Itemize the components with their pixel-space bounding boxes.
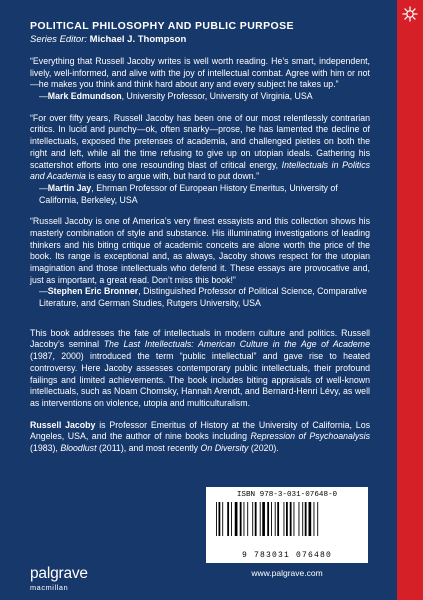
blurb-jay [30, 113, 370, 207]
spine-logo-icon [397, 0, 423, 28]
blurb-attribution [30, 183, 370, 206]
blurb-author: Stephen Eric Bronner [47, 286, 139, 297]
publisher-url: www.palgrave.com [251, 568, 323, 578]
blurb-attribution [30, 91, 370, 103]
bio-text: (2020). [248, 442, 279, 453]
barcode-box [206, 487, 368, 563]
bio-text: (1983), [30, 442, 61, 453]
description-text: (1987, 2000) introduced the term “public intellectual” and gave rise to heated controversy. Here Jacoby assesses contemporary public intellectuals, their profound failings and limited achievements. The book includes biting appraisals of well-known intellectuals, such as Noam Chomsky, Hannah Arendt, and Bernard-Henri Lévy, as well as interventions on violence, utopia and multiculturalism. [30, 351, 370, 408]
red-accent-bar [397, 0, 423, 600]
author-bio [30, 420, 370, 455]
blurb-affiliation: , University Professor, University of Virginia, USA [121, 91, 313, 102]
description-book-title: The Last Intellectuals: American Culture in the Age of Academe [103, 339, 370, 350]
isbn-label: ISBN 978-3-031-07648-0 [236, 491, 338, 499]
blurb-quote: “Russell Jacoby is one of America’s very finest essayists and this collection shows his masterly combination of style and substance. His illuminating investigations of leading thinkers and his biting critique of academic conceits are alone worth the price of the book. Its range is exceptional and, as always, Jacoby shows respect for the utopian imagination and those intellectuals who defend it. These essays are provocative and, just as important, a great read. Don’t miss this book!” [30, 216, 370, 285]
book-description [30, 328, 370, 410]
blurb-attribution [30, 286, 370, 309]
publisher-name: palgrave [30, 565, 88, 582]
publisher-imprint: macmillan [30, 582, 69, 592]
blurb-bronner [30, 216, 370, 310]
attribution-dash: — [39, 91, 48, 102]
blurb-author: Mark Edmundson [47, 91, 122, 102]
blurb-author: Martin Jay [47, 182, 92, 193]
bio-book-title: Repression of Psychoanalysis [250, 431, 370, 442]
bio-author-name: Russell Jacoby [30, 419, 96, 430]
blurb-quote-part: is easy to argue with, but hard to put down.” [85, 171, 260, 182]
blurb-book-title: Intellectuals in Politics and Academia [30, 159, 370, 182]
back-cover-text [30, 56, 370, 455]
blurb-quote-part: “For over fifty years, Russell Jacoby has been one of our most relentlessly contrarian critics. In lucid and punchy—ok, often snarky—prose, he has lamented the decline of intellectuals, exposed the pretenses of academia, and challenged pieties on both the right and left, while all the time refusing to give up on utopian ideals. Gathering his scattershot efforts into one resounding blast of critical energy, [30, 112, 370, 170]
attribution-dash: — [39, 286, 48, 297]
bio-book-title: On Diversity [200, 442, 249, 453]
series-editor-label: Series Editor: [30, 34, 88, 45]
barcode-graphic [214, 502, 360, 546]
series-editor-name: Michael J. Thompson [89, 34, 187, 45]
blurb-affiliation: , Distinguished Professor of Political Science, Comparative Literature, and German Studies, Rutgers University, USA [39, 286, 368, 309]
description-text: This book addresses the fate of intellectuals in modern culture and politics. Russell Jacoby’s seminal [30, 327, 370, 350]
bio-text: is Professor Emeritus of History at the University of California, Los Angeles, USA, and the author of nine books including [30, 419, 370, 442]
attribution-dash: — [39, 182, 48, 193]
barcode-digits: 9 783031 076480 [241, 551, 332, 560]
bio-text: (2011), and most recently [96, 442, 201, 453]
blurb-quote: “Everything that Russell Jacoby writes is well worth reading. He’s smart, independent, lively, well-informed, and alive with the joy of intellectual combat. Agree with him or not—he makes you think and think hard about any and every subject he takes up.” [30, 56, 370, 90]
series-title: POLITICAL PHILOSOPHY AND PUBLIC PURPOSE [30, 20, 294, 32]
bio-book-title: Bloodlust [60, 442, 97, 453]
blurb-edmundson [30, 56, 370, 103]
publisher-logo [30, 566, 88, 592]
series-editor [30, 34, 186, 45]
blurb-affiliation: , Ehrman Professor of European History Emeritus, University of California, Berkeley, USA [39, 182, 338, 205]
